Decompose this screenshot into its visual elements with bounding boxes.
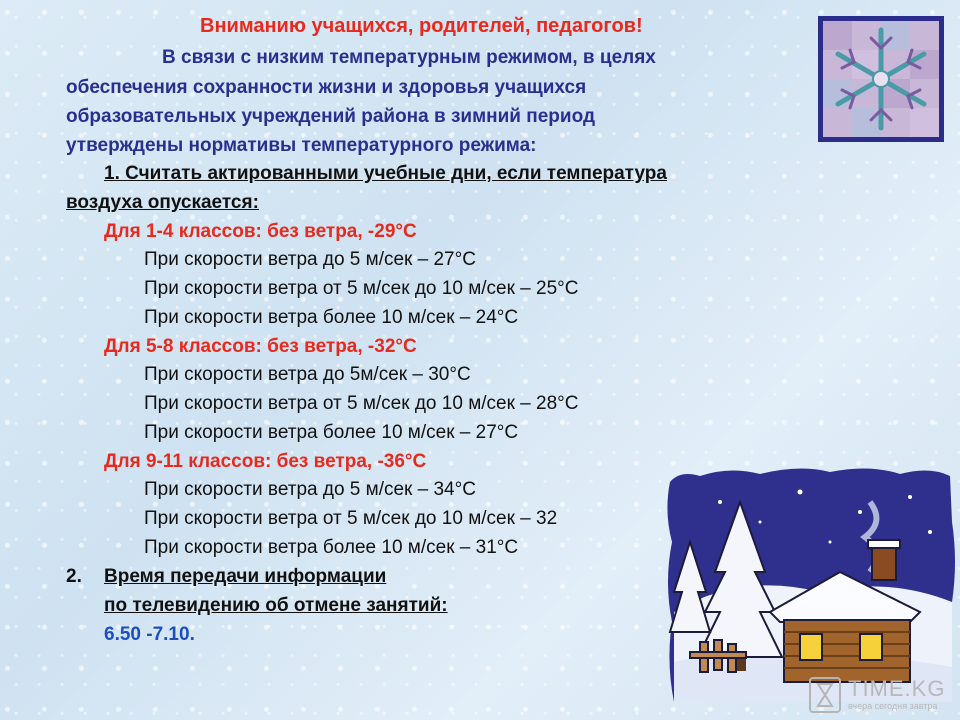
intro-line-4: утверждены нормативы температурного режима: [66,135,537,156]
winter-cabin-picture [660,462,960,710]
point2-number: 2. [66,566,82,587]
group3-row-1: При скорости ветра до 5 м/сек – 34°С [144,479,476,500]
group1-row-3: При скорости ветра более 10 м/сек – 24°С [144,307,519,328]
point1-line-2: воздуха опускается: [66,192,259,213]
point2-line-2: по телевидению об отмене занятий: [104,595,448,616]
group3-row-2: При скорости ветра от 5 м/сек до 10 м/сек – 32 [144,508,558,529]
group-header-1-4: Для 1-4 классов: без ветра, -29°С [104,221,417,242]
group2-row-3: При скорости ветра более 10 м/сек – 27°С [144,422,519,443]
broadcast-time: 6.50 -7.10. [104,624,195,645]
notice-title: Вниманию учащихся, родителей, педагогов! [200,15,643,37]
group1-row-2: При скорости ветра от 5 м/сек до 10 м/сек – 25°С [144,278,579,299]
group2-row-1: При скорости ветра до 5м/сек – 30°С [144,364,471,385]
group3-row-3: При скорости ветра более 10 м/сек – 31°С [144,537,519,558]
group1-row-1: При скорости ветра до 5 м/сек – 27°С [144,249,476,270]
point2-line-1: Время передачи информации [104,566,387,587]
watermark-brand: TIME.KG [848,676,946,701]
group-header-5-8: Для 5-8 классов: без ветра, -32°С [104,336,417,357]
watermark-logo [808,676,958,714]
group-header-9-11: Для 9-11 классов: без ветра, -36°С [104,451,427,472]
snowflake-picture [818,16,944,142]
point1-line-1: 1. Считать актированными учебные дни, если температура [104,163,667,184]
group2-row-2: При скорости ветра от 5 м/сек до 10 м/сек – 28°С [144,393,579,414]
intro-line-2: обеспечения сохранности жизни и здоровья учащихся [66,77,587,98]
intro-line-3: образовательных учреждений района в зимний период [66,106,596,127]
watermark-tagline: вчера сегодня завтра [848,701,938,711]
intro-line-1: В связи с низким температурным режимом, в целях [162,47,656,68]
